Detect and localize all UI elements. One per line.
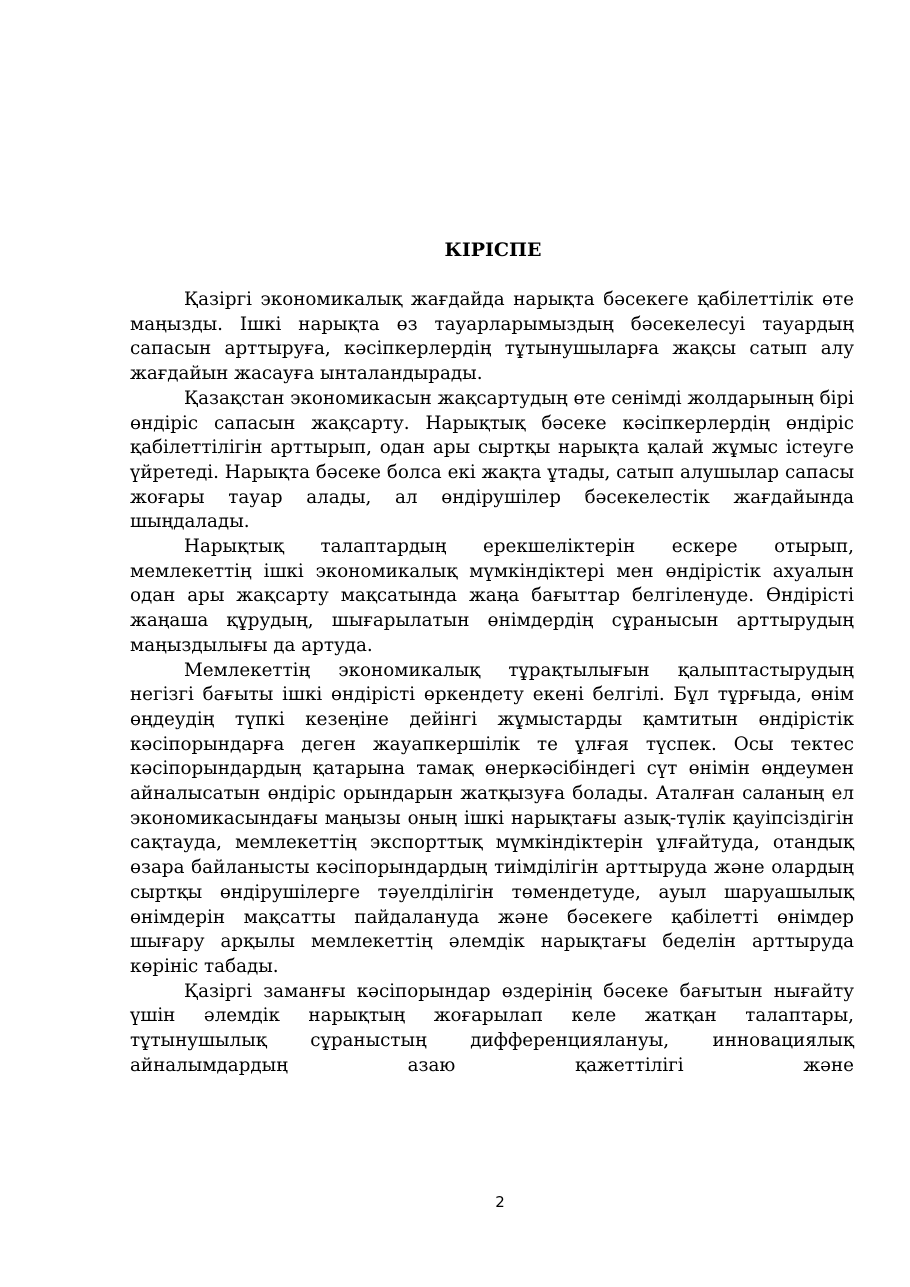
paragraph-3: Нарықтық талаптардың ерекшеліктерін ескере отырып, мемлекеттің ішкі экономикалық мүмкіндіктері мен өндірістік ахуалын одан ары жақсарту мақсатында жаңа бағыттар белгіленуде. Өндірісті жаңаша құрудың, шығарылатын өнімдердің сұранысын арттырудың маңыздылығы да артуда. (130, 536, 854, 656)
page-number: 2 (495, 1193, 505, 1211)
document-body (130, 288, 854, 1079)
paragraph-5: Қазіргі заманғы кәсіпорындар өздерінің бәсеке бағытын нығайту үшін әлемдік нарықтың жоғарылап келе жатқан талаптары, тұтынушылық сұраныстың дифференциялануы, инновациялық айналымдардың азаю қажеттілігі және (130, 980, 854, 1076)
paragraph-2: Қазақстан экономикасын жақсартудың өте сенімді жолдарының бірі өндіріс сапасын жақсарту. Нарықтық бәсеке кәсіпкерлердің өндіріс қабілеттілігін арттырып, одан ары сыртқы нарықта қалай жұмыс істеуге үйретеді. Нарықта бәсеке болса екі жақта ұтады, сатып алушылар сапасы жоғары тауар алады, ал өндірушілер бәсекелестік жағдайында шыңдалады. (130, 387, 854, 533)
page-title: КІРІСПЕ (444, 239, 542, 261)
paragraph-1: Қазіргі экономикалық жағдайда нарықта бәсекеге қабілеттілік өте маңызды. Ішкі нарықта өз тауарларымыздың бәсекелесуі тауардың сапасын арттыруға, кәсіпкерлердің тұтынушыларға жақсы сатып алу жағдайын жасауға ынталандырады. (130, 289, 854, 385)
paragraph-4: Мемлекеттің экономикалық тұрақтылығын қалыптастырудың негізгі бағыты ішкі өндірісті өркендету екені белгілі. Бұл тұрғыда, өнім өңдеудің түпкі кезеңіне дейінгі жұмыстарды қамтитын өндірістік кәсіпорындарға деген жауапкершілік те ұлғая түспек. Осы тектес кәсіпорындардың қатарына тамақ өнеркәсібіндегі сүт өнімін өңдеумен айналысатын өндіріс орындарын жатқызуға болады. Аталған саланың ел экономикасындағы маңызы оның ішкі нарықтағы азық-түлік қауіпсіздігін сақтауда, мемлекеттің экспорттық мүмкіндіктерін ұлғайтуда, отандық өзара байланысты кәсіпорындардың тиімділігін арттыруда және олардың сыртқы өндірушілерге тәуелділігін төмендетуде, ауыл шаруашылық өнімдерін мақсатты пайдалануда және бәсекеге қабілетті өнімдер шығару арқылы мемлекеттің әлемдік нарықтағы беделін арттыруда көрініс табады. (130, 659, 854, 977)
